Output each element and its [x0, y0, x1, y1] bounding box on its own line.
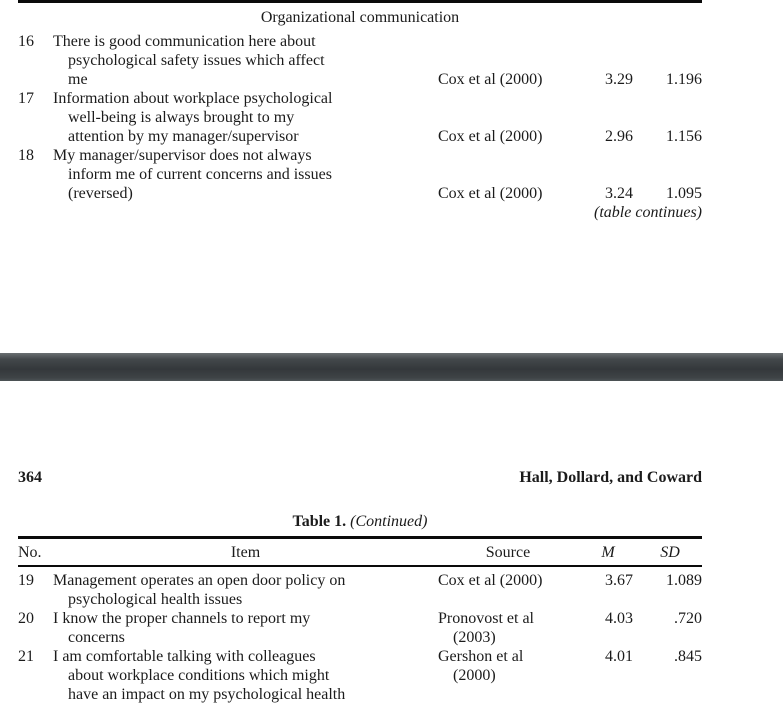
mean-value: 4.01 — [605, 648, 633, 665]
page-gap-divider — [0, 353, 783, 381]
item-text: I am comfortable talking with colleagues about workplace conditions which might have an impact on my psychological health — [53, 648, 346, 703]
table-header-row — [18, 543, 702, 562]
source-text: Cox et al (2000) — [438, 71, 543, 88]
item-text: My manager/supervisor does not always inform me of current concerns and issues (reversed) — [53, 147, 332, 202]
header-mean: M — [601, 544, 615, 561]
item-text: There is good communication here about psychological safety issues which affect me — [53, 33, 325, 88]
table-rule-top — [18, 0, 702, 3]
table-title-label: Table 1. — [292, 513, 347, 530]
mean-value: 3.24 — [605, 185, 633, 202]
table-row — [18, 89, 702, 146]
item-number: 16 — [18, 33, 34, 50]
table-title-continued: (Continued) — [350, 513, 428, 530]
table-continued-bottom — [18, 536, 702, 704]
table-rule-header — [18, 565, 702, 567]
mean-value: 3.29 — [605, 71, 633, 88]
item-number: 17 — [18, 90, 34, 107]
source-text: Cox et al (2000) — [438, 128, 543, 145]
table-row — [18, 146, 702, 203]
sd-value: .845 — [674, 648, 702, 665]
header-item: Item — [230, 544, 261, 561]
item-text: Information about workplace psychological well-being is always brought to my attention by my manager/supervisor — [53, 90, 333, 145]
item-number: 18 — [18, 147, 34, 164]
mean-value: 2.96 — [605, 128, 633, 145]
table-continued-top — [18, 0, 702, 222]
sd-value: .720 — [674, 610, 702, 627]
sd-value: 1.196 — [666, 71, 702, 88]
running-header — [18, 468, 702, 487]
source-text: Cox et al (2000) — [438, 185, 543, 202]
table-row — [18, 609, 702, 647]
mean-value: 4.03 — [605, 610, 633, 627]
table-body — [18, 571, 702, 704]
header-source: Source — [485, 544, 531, 561]
page-number: 364 — [18, 469, 42, 486]
item-text: I know the proper channels to report my concerns — [53, 610, 311, 646]
running-head-authors: Hall, Dollard, and Coward — [519, 469, 702, 486]
item-number: 19 — [18, 572, 34, 589]
sd-value: 1.089 — [666, 572, 702, 589]
header-no: No. — [18, 544, 42, 561]
table-row — [18, 647, 702, 704]
header-sd: SD — [660, 544, 680, 561]
item-text: Management operates an open door policy on psychological health issues — [53, 572, 346, 608]
source-text: Gershon et al (2000) — [438, 648, 524, 684]
table-row — [18, 32, 702, 89]
page-fragment-bottom — [0, 381, 783, 706]
item-number: 20 — [18, 610, 34, 627]
source-text: Cox et al (2000) — [438, 572, 543, 589]
source-text: Pronovost et al (2003) — [438, 610, 534, 646]
sd-value: 1.156 — [666, 128, 702, 145]
item-number: 21 — [18, 648, 34, 665]
mean-value: 3.67 — [605, 572, 633, 589]
sd-value: 1.095 — [666, 185, 702, 202]
table-title — [18, 512, 702, 531]
table-continues-note: (table continues) — [594, 204, 702, 221]
table-rule-top — [18, 536, 702, 539]
table-row — [18, 571, 702, 609]
table-section-header: Organizational communication — [260, 9, 460, 26]
